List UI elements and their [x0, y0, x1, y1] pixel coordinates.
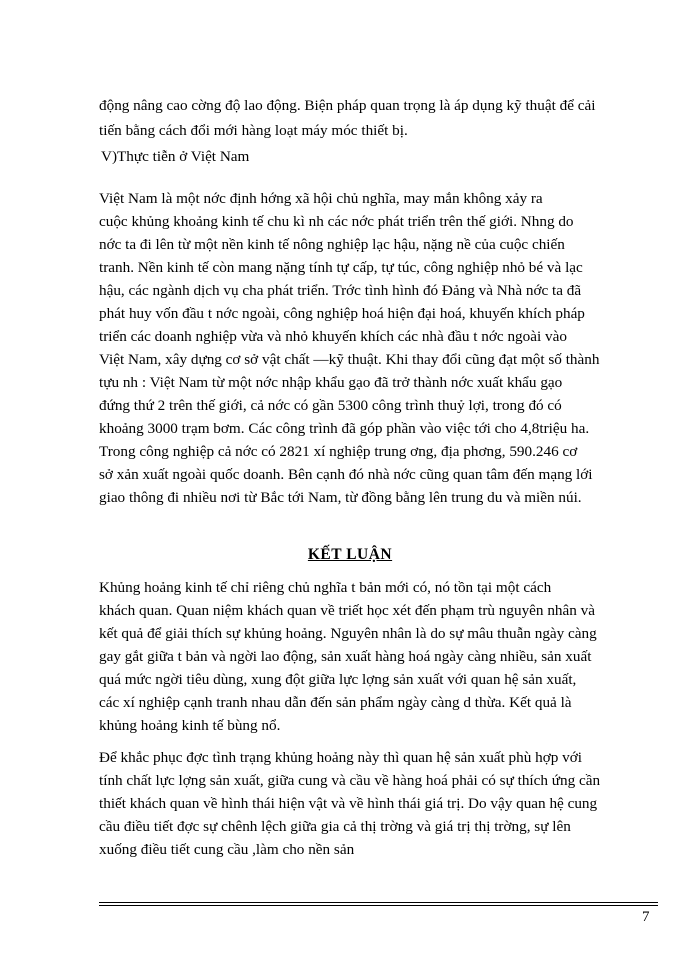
conclusion-line: khủng hoảng kinh tế bùng nổ. — [99, 717, 281, 734]
conclusion-line: các xí nghiệp cạnh tranh nhau dẫn đến sản phẩm ngày càng d thừa. Kết quả là — [99, 694, 572, 711]
section-heading: V)Thực tiễn ở Việt Nam — [101, 148, 250, 165]
body-line: tranh. Nền kinh tế còn mang nặng tính tự cấp, tự túc, công nghiệp nhỏ bé và lạc — [99, 259, 583, 276]
body-line: Việt Nam, xây dựng cơ sở vật chất —kỹ thuật. Khi thay đổi cũng đạt một số thành — [99, 351, 600, 368]
body-line: nớc ta đi lên từ một nền kinh tế nông nghiệp lạc hậu, nặng nề của cuộc chiến — [99, 236, 565, 253]
body-line: đứng thứ 2 trên thế giới, cả nớc có gần 5300 công trình thuỷ lợi, trong đó có — [99, 397, 562, 414]
conclusion-line: kết quả để giải thích sự khủng hoảng. Nguyên nhân là do sự mâu thuẫn ngày càng — [99, 625, 597, 642]
body-line: Việt Nam là một nớc định hớng xã hội chủ nghĩa, may mắn không xảy ra — [99, 190, 543, 207]
conclusion-line: quá mức ngời tiêu dùng, xung đột giữa lực lợng sản xuất với quan hệ sản xuất, — [99, 671, 577, 688]
conclusion-line: gay gắt giữa t bản và ngời lao động, sản xuất hàng hoá ngày càng nhiều, sản xuất — [99, 648, 592, 665]
body-line: cuộc khủng khoảng kinh tế chu kì nh các nớc phát triển trên thế giới. Nhng do — [99, 213, 574, 230]
body-line: triển các doanh nghiệp vừa và nhỏ khuyến khích các nhà đầu t nớc ngoài vào — [99, 328, 567, 345]
body-line: giao thông đi nhiều nơi từ Bắc tới Nam, từ đồng bằng lên trung du và miền núi. — [99, 489, 582, 506]
body-line: khoảng 3000 trạm bơm. Các công trình đã góp phần vào việc tới cho 4,8triệu ha. — [99, 420, 590, 437]
body-line: tựu nh : Việt Nam từ một nớc nhập khẩu gạo đã trở thành nớc xuất khẩu gạo — [99, 374, 563, 391]
conclusion-line: Khủng hoảng kinh tế chỉ riêng chủ nghĩa t bản mới có, nó tồn tại một cách — [99, 579, 552, 596]
page-number: 7 — [642, 909, 650, 925]
body-line: Trong công nghiệp cả nớc có 2821 xí nghiệp trung ơng, địa phơng, 590.246 cơ — [99, 443, 578, 460]
conclusion-line: cầu điều tiết đợc sự chênh lệch giữa gia cả thị trờng và giá trị thị trờng, sự lên — [99, 818, 571, 835]
conclusion-line: xuống điều tiết cung cầu ,làm cho nền sản — [99, 841, 355, 858]
conclusion-title: KẾT LUẬN — [307, 546, 393, 563]
footer-rule — [99, 902, 658, 903]
conclusion-line: Để khắc phục đợc tình trạng khủng hoảng này thì quan hệ sản xuất phù hợp với — [99, 749, 582, 766]
footer-rule — [99, 905, 658, 906]
conclusion-line: khách quan. Quan niệm khách quan về triết học xét đến phạm trù nguyên nhân và — [99, 602, 595, 619]
intro-line: động nâng cao cờng độ lao động. Biện pháp quan trọng là áp dụng kỹ thuật để cải — [99, 97, 596, 114]
body-line: hậu, các ngành dịch vụ cha phát triển. Trớc tình hình đó Đảng và Nhà nớc ta đã — [99, 282, 582, 299]
conclusion-line: thiết khách quan về hình thái hiện vật và về hình thái giá trị. Do vậy quan hệ cung — [99, 795, 598, 812]
body-line: phát huy vốn đầu t nớc ngoài, công nghiệp hoá hiện đại hoá, khuyến khích pháp — [99, 305, 585, 322]
body-line: sở xản xuất ngoài quốc doanh. Bên cạnh đó nhà nớc cũng quan tâm đến mạng lới — [99, 466, 593, 483]
intro-line: tiến bằng cách đổi mới hàng loạt máy móc thiết bị. — [99, 122, 408, 139]
conclusion-line: tính chất lực lợng sản xuất, giữa cung và cầu về hàng hoá phải có sự thích ứng cần — [99, 772, 601, 789]
